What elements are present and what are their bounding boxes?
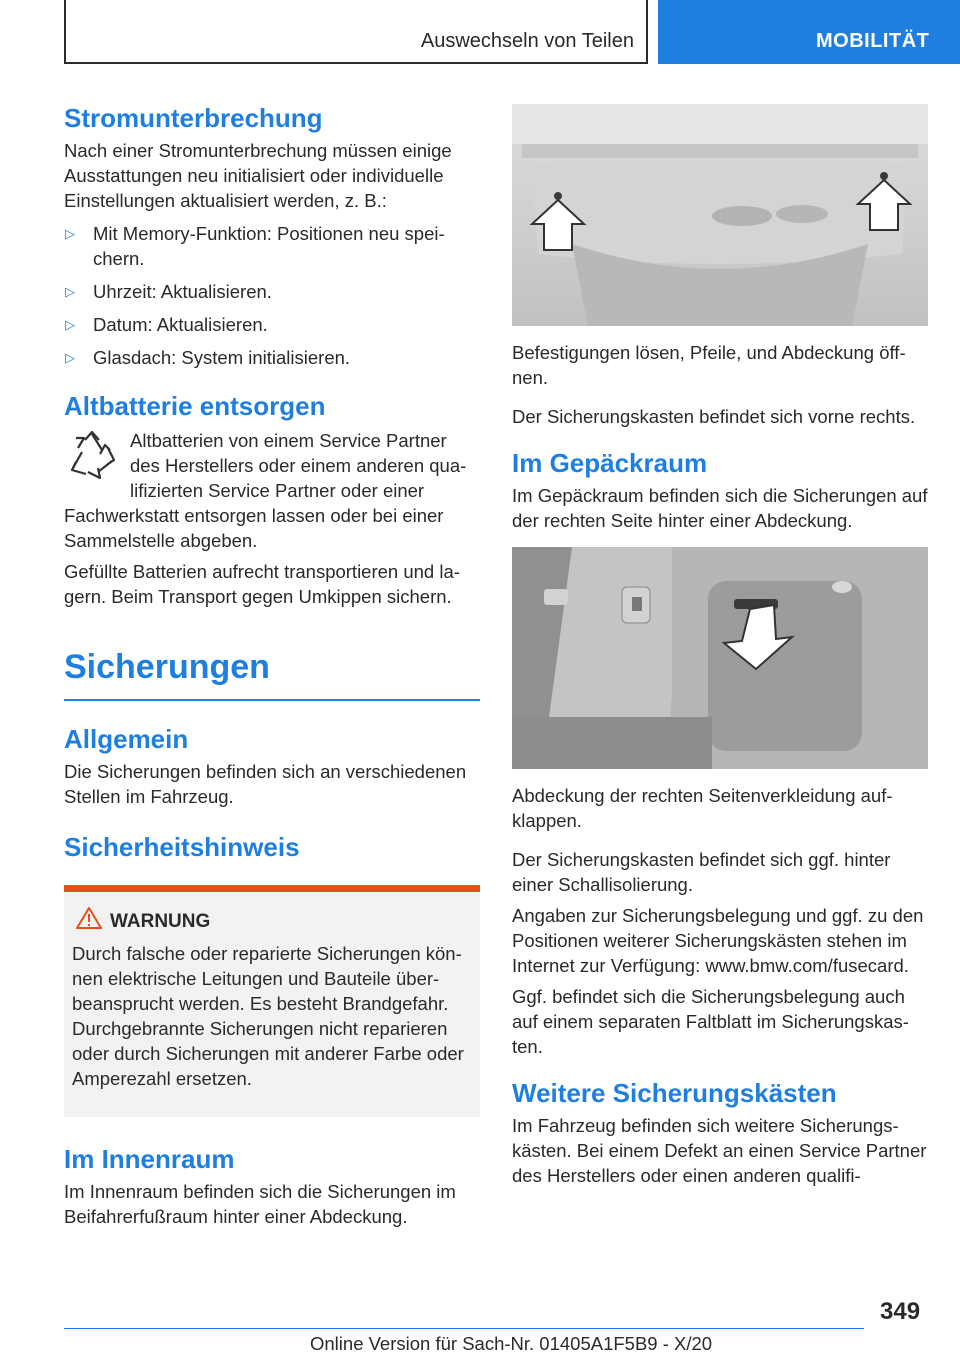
triangle-bullet-icon: ▷ — [65, 284, 75, 299]
warning-bar — [64, 885, 480, 892]
caption-2: Abdeckung der rechten Seitenverkleidung aufklappen. — [512, 785, 893, 831]
footer-divider — [64, 1328, 864, 1329]
list-item: ▷ Uhrzeit: Aktualisieren. — [65, 281, 272, 302]
warning-text: Durch falsche oder reparierte Sicherungen können elektrische Leitungen und Bauteile überbeansprucht werden. Es besteht Brandgefahr. Durchgebrannte Sicherungen nicht reparieren oder durch Sicherungen mit anderer Farbe oder Amperezahl ersetzen. — [72, 943, 464, 1089]
triangle-bullet-icon: ▷ — [65, 317, 75, 332]
allgemein-text: Die Sicherungen befinden sich an verschiedenen Stellen im Fahrzeug. — [64, 761, 467, 807]
header-section-title: Auswechseln von Teilen — [420, 30, 634, 52]
altbatterie-text-2: Gefüllte Batterien aufrecht transportieren und lagern. Beim Transport gegen Umkippen sichern. — [64, 561, 460, 607]
right-column — [512, 104, 928, 1188]
list-item: ▷ Mit Memory-Funktion: Positionen neu speichern. — [65, 223, 445, 269]
heading-gepaeckraum: Im Gepäckraum — [512, 448, 708, 478]
right-text-1: Der Sicherungskasten befindet sich vorne rechts. — [512, 406, 916, 427]
stromunterbrechung-intro: Nach einer Stromunterbrechung müssen einige Ausstattungen neu initialisiert oder individuelle Einstellungen aktualisiert werden, z. B.: — [64, 140, 452, 211]
heading-sicherheitshinweis: Sicherheitshinweis — [64, 832, 300, 862]
warning-triangle-icon — [76, 907, 110, 935]
footer-online-version: Online Version für Sach-Nr. 01405A1F5B9 - X/20 — [310, 1333, 713, 1354]
heading-innenraum: Im Innenraum — [64, 1144, 235, 1174]
list-item: ▷ Glasdach: System initialisieren. — [65, 347, 351, 368]
triangle-bullet-icon: ▷ — [65, 226, 75, 241]
header-chapter-tab — [658, 0, 960, 64]
heading-allgemein: Allgemein — [64, 724, 189, 754]
heading-weitere: Weitere Sicherungskästen — [512, 1078, 837, 1108]
section-divider — [64, 699, 480, 701]
warning-header — [76, 907, 210, 935]
recycling-icon — [64, 428, 130, 498]
warning-box — [64, 885, 480, 1117]
heading-sicherungen: Sicherungen — [64, 648, 270, 686]
page-number: 349 — [880, 1298, 921, 1325]
caption-1: Befestigungen lösen, Pfeile, und Abdeckung öffnen. — [512, 342, 906, 388]
list-item: ▷ Datum: Aktualisieren. — [65, 314, 268, 335]
photo-glovebox-cover — [512, 104, 928, 326]
right-text-4: Ggf. befindet sich die Sicherungsbelegung auch auf einem separaten Faltblatt im Sicherungskasten. — [512, 986, 909, 1057]
warning-label: WARNUNG — [110, 911, 211, 932]
triangle-bullet-icon: ▷ — [65, 350, 75, 365]
innenraum-text: Im Innenraum befinden sich die Sicherungen im Beifahrerfußraum hinter einer Abdeckung. — [64, 1181, 456, 1227]
gepaeckraum-text: Im Gepäckraum befinden sich die Sicherungen auf der rechten Seite hinter einer Abdeckung. — [512, 485, 928, 531]
weitere-text: Im Fahrzeug befinden sich weitere Sicherungskästen. Bei einem Defekt an einen Service Partner des Herstellers oder einen anderen qualifi- — [512, 1115, 927, 1186]
photo-luggage-compartment — [512, 547, 928, 769]
header-chapter-title: MOBILITÄT — [816, 30, 930, 52]
heading-stromunterbrechung: Stromunterbrechung — [64, 103, 323, 133]
altbatterie-block — [64, 428, 480, 553]
stromunterbrechung-list — [64, 221, 480, 370]
header-section-tab — [64, 0, 648, 64]
left-column — [64, 102, 480, 1229]
altbatterie-text-1: Altbatterien von einem Service Partner des Herstellers oder einem anderen qualifizierten Service Partner oder einer Fachwerkstatt entsorgen lassen oder bei einer Sammelstelle abgeben. — [64, 430, 467, 551]
right-text-3: Angaben zur Sicherungsbelegung und ggf. zu den Positionen weiterer Sicherungskästen stehen im Internet zur Verfügung: www.bmw.com/fusecard. — [512, 905, 924, 976]
heading-altbatterie: Altbatterie entsorgen — [64, 391, 326, 421]
right-text-2: Der Sicherungskasten befindet sich ggf. hinter einer Schallisolierung. — [512, 849, 891, 895]
